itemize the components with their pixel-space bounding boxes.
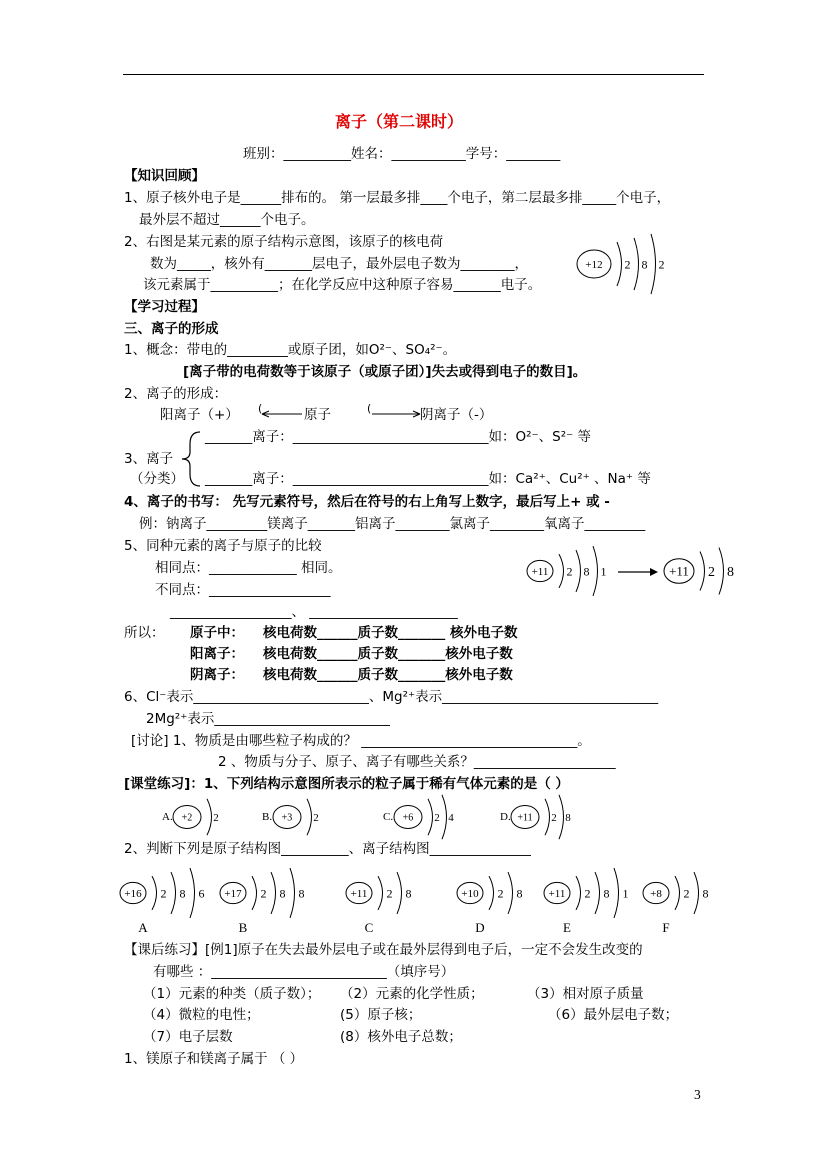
- practice-atom-3-shell-0: [545, 799, 550, 835]
- after-line2: 有哪些 ：__________________________（填序号）: [153, 964, 455, 980]
- judge-atom-2-shell-count-1: 8: [405, 886, 412, 901]
- after-last: 1、镁原子和镁离子属于 （ ）: [124, 1051, 304, 1067]
- review-q1a: 1、原子核外电子是______排布的。 第一层最多排____个电子，第二层最多排_____个电子，: [124, 190, 671, 206]
- judge-atom-1-nucleus-label: +17: [224, 887, 242, 900]
- judge-atom-4-shell-0: [576, 876, 581, 910]
- review-q2b: 数为_____，核外有_______层电子，最外层电子数为________，: [150, 256, 528, 272]
- therefore: 所以：: [124, 625, 165, 641]
- practice-atom-1-shell-0: [307, 799, 312, 835]
- judge-atom-4-shell-count-0: 2: [584, 886, 591, 901]
- charge-note: [离子带的电荷数等于该原子（或原子团）]失去或得到电子的数目]。: [183, 364, 587, 380]
- class-sub: （分类）: [130, 471, 184, 487]
- compare-arrow-head: [650, 568, 658, 576]
- review-q2c: 该元素属于__________；在化学反应中这种原子容易_______电子。: [143, 277, 542, 293]
- judge-atom-5-shell-0: [675, 876, 680, 910]
- judge-question: 2、判断下列是原子结构图__________、离子结构图_______________: [124, 841, 531, 857]
- paren-2: (: [367, 402, 372, 415]
- practice-atom-1-nucleus-label: +3: [281, 812, 293, 824]
- compare-ion-shell-count-1: 8: [727, 565, 734, 581]
- review-atom-shell-count-2: 2: [658, 257, 665, 272]
- judge-letter-2: C: [364, 920, 374, 935]
- atom-label: 原子: [304, 407, 331, 423]
- review-q1b: 最外层不超过______个电子。: [139, 212, 315, 228]
- option-5: (5）原子核；: [340, 1007, 422, 1023]
- practice-atom-2-shell-count-0: 2: [434, 812, 440, 824]
- page-number: 3: [694, 1087, 701, 1102]
- judge-atom-3-shell-0: [489, 876, 494, 910]
- practice-letter-3: D.: [500, 811, 511, 823]
- cation-label: 阳离子（+）: [160, 407, 239, 423]
- practice-atom-2-shell-1: [442, 795, 447, 839]
- option-2: （2）元素的化学性质；: [340, 986, 484, 1002]
- judge-atom-4-shell-count-2: 1: [622, 886, 629, 901]
- compare-ion-shell-count-0: 2: [708, 565, 715, 581]
- judge-atom-5-shell-count-0: 2: [683, 886, 690, 901]
- practice-atom-2-nucleus-label: +6: [402, 812, 414, 824]
- review-atom-shell-1: [634, 238, 639, 290]
- compare-same: 相同点：_____________ 相同。: [155, 560, 342, 576]
- brace: [182, 432, 200, 486]
- judge-atom-1-shell-0: [252, 876, 257, 910]
- judge-letter-3: D: [475, 920, 485, 935]
- class-1: _______离子：_____________________________如：O²⁻、S²⁻ 等: [205, 429, 592, 445]
- judge-letter-0: A: [138, 920, 148, 935]
- judge-atom-4-nucleus-label: +11: [548, 887, 566, 900]
- practice-letter-2: C.: [383, 811, 394, 823]
- judge-letter-5: F: [662, 920, 670, 935]
- option-3: （3）相对原子质量: [527, 986, 644, 1002]
- discuss-2: 2 、物质与分子、原子、离子有哪些关系？_____________________: [218, 754, 616, 770]
- judge-atom-3-shell-count-0: 2: [497, 886, 504, 901]
- student-info: 班别：__________姓名：___________学号：________: [243, 146, 561, 162]
- review-atom-shell-2: [651, 234, 656, 294]
- compare-diff2: __________________、 ______________________: [170, 604, 458, 620]
- option-1: （1）元素的种类（质子数）；: [143, 986, 321, 1002]
- compare-heading: 5、同种元素的离子与原子的比较: [124, 538, 322, 554]
- review-heading: 【知识回顾】: [124, 168, 205, 184]
- practice-letter-1: B.: [262, 811, 273, 823]
- judge-letter-4: E: [563, 920, 571, 935]
- practice-letter-0: A.: [162, 811, 173, 823]
- q6a: 6、Cl⁻表示__________________________、Mg²⁺表示________________________________: [124, 689, 659, 705]
- judge-letter-1: B: [238, 920, 248, 935]
- compare-ion-shell-1: [719, 548, 724, 595]
- option-8: (8）核外电子总数；: [340, 1029, 462, 1045]
- judge-atom-5-nucleus-label: +8: [650, 887, 662, 900]
- option-4: （4）微粒的电性；: [143, 1007, 260, 1023]
- option-6: （6）最外层电子数；: [548, 1007, 679, 1023]
- concept: 1、概念：带电的_________或原子团，如O²⁻、SO₄²⁻。: [124, 342, 457, 358]
- judge-atom-2-shell-1: [397, 872, 402, 914]
- judge-atom-0-nucleus-label: +16: [124, 887, 142, 900]
- judge-atom-2-nucleus-label: +11: [350, 887, 368, 900]
- review-atom-shell-0: [617, 242, 622, 286]
- judge-atom-0-shell-2: [190, 868, 195, 918]
- q6b: 2Mg²⁺表示__________________________: [146, 711, 390, 727]
- practice-atom-2-shell-0: [428, 799, 433, 835]
- process-heading: 【学习过程】: [124, 299, 205, 315]
- row-anion-label: 阴离子：: [190, 667, 244, 683]
- judge-atom-2-shell-0: [378, 876, 383, 910]
- writing-rule: 4、离子的书写： 先写元素符号，然后在符号的右上角写上数字，最后写上+ 或 -: [124, 494, 610, 510]
- practice-1: [课堂练习]：1、下列结构示意图所表示的粒子属于稀有气体元素的是（ ）: [124, 776, 569, 792]
- class-2: _______离子：_____________________________如：Ca²⁺、Cu²⁺ 、Na⁺ 等: [205, 471, 651, 487]
- judge-atom-3-shell-count-1: 8: [516, 886, 523, 901]
- judge-atom-2-shell-count-0: 2: [386, 886, 393, 901]
- judge-atom-5-shell-1: [694, 872, 699, 914]
- after-line1: 【课后练习】[例1]原子在失去最外层电子或在最外层得到电子后，一定不会发生改变的: [124, 942, 643, 958]
- option-7: （7）电子层数: [143, 1029, 233, 1045]
- judge-atom-0-shell-count-1: 8: [179, 886, 186, 901]
- judge-atom-1-shell-count-0: 2: [260, 886, 267, 901]
- section-3: 三、离子的形成: [124, 321, 219, 337]
- row-cation-label: 阳离子：: [190, 646, 244, 662]
- judge-atom-5-shell-count-1: 8: [702, 886, 709, 901]
- review-atom-shell-count-0: 2: [624, 257, 631, 272]
- compare-ion-nucleus-label: +11: [669, 563, 689, 579]
- review-q2a: 2、右图是某元素的原子结构示意图，该原子的核电荷: [124, 234, 444, 250]
- anion-label: 阴离子（-）: [420, 407, 493, 423]
- judge-atom-3-shell-1: [508, 872, 513, 914]
- practice-atom-0-nucleus-label: +2: [181, 812, 193, 824]
- writing-example: 例：钠离子_________镁离子_______铝离子________氯离子________氧离子_________: [139, 516, 646, 532]
- compare-atom-shell-0: [559, 554, 564, 588]
- row-cation-text: 核电荷数______质子数_______核外电子数: [263, 646, 513, 662]
- judge-atom-1-shell-1: [271, 872, 276, 914]
- judge-atom-1-shell-count-1: 8: [279, 886, 286, 901]
- compare-atom-shell-count-0: 2: [566, 564, 573, 579]
- compare-atom-shell-count-2: 1: [600, 564, 607, 579]
- judge-atom-0-shell-count-0: 2: [160, 886, 167, 901]
- practice-atom-3-shell-1: [559, 795, 564, 839]
- practice-atom-0-shell-count-0: 2: [213, 812, 219, 824]
- compare-atom-shell-2: [593, 546, 598, 596]
- judge-atom-1-shell-2: [290, 868, 295, 918]
- practice-atom-3-shell-count-1: 8: [565, 812, 571, 824]
- practice-atom-3-nucleus-label: +11: [517, 812, 533, 824]
- paren-1: (: [258, 402, 263, 415]
- practice-atom-3-shell-count-0: 2: [551, 812, 557, 824]
- discuss-1: [讨论] 1、物质是由哪些粒子构成的？ ________________________________。: [131, 733, 591, 749]
- judge-atom-1-shell-count-2: 8: [298, 886, 305, 901]
- judge-atom-0-shell-1: [171, 872, 176, 914]
- class-label: 3、离子: [124, 451, 174, 467]
- judge-atom-3-nucleus-label: +10: [461, 887, 479, 900]
- compare-atom-nucleus-label: +11: [531, 565, 549, 578]
- judge-atom-0-shell-0: [152, 876, 157, 910]
- compare-diff: 不同点：__________________: [155, 582, 331, 598]
- row-anion-text: 核电荷数______质子数_______核外电子数: [263, 667, 513, 683]
- row-atom-text: 核电荷数______质子数_______ 核外电子数: [263, 625, 518, 641]
- review-atom-nucleus-label: +12: [585, 258, 603, 271]
- row-atom-label: 原子中：: [190, 625, 244, 641]
- judge-atom-4-shell-2: [614, 868, 619, 918]
- review-atom-shell-count-1: 8: [641, 257, 648, 272]
- judge-atom-4-shell-1: [595, 872, 600, 914]
- practice-atom-0-shell-0: [207, 799, 212, 835]
- compare-ion-shell-0: [700, 552, 705, 591]
- compare-atom-shell-count-1: 8: [583, 564, 590, 579]
- formation: 2、离子的形成：: [124, 386, 228, 402]
- judge-atom-0-shell-count-2: 6: [198, 886, 205, 901]
- judge-atom-4-shell-count-1: 8: [603, 886, 610, 901]
- compare-atom-shell-1: [576, 550, 581, 592]
- practice-atom-1-shell-count-0: 2: [313, 812, 319, 824]
- practice-atom-2-shell-count-1: 4: [448, 812, 454, 824]
- page-title: 离子（第二课时）: [335, 112, 464, 131]
